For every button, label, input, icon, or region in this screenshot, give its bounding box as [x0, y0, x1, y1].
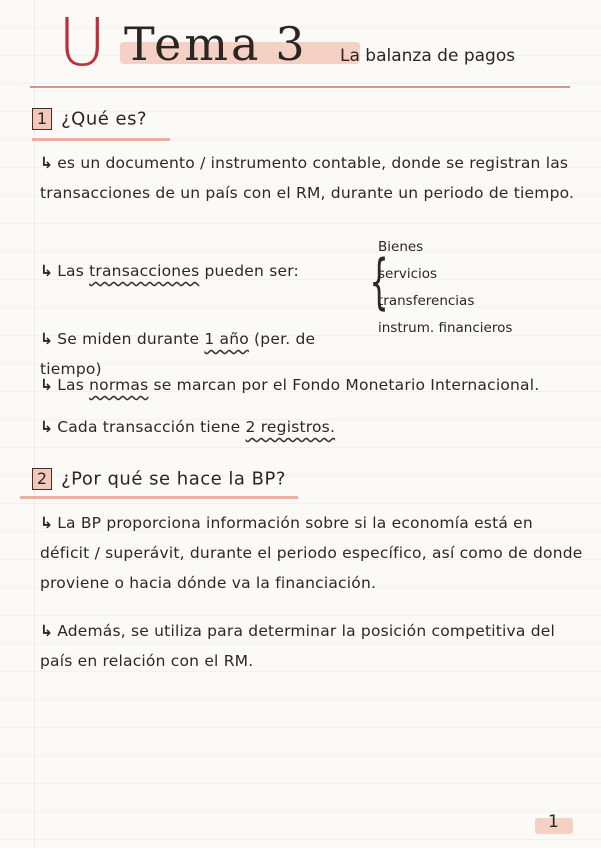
title-word: Tema — [124, 17, 262, 71]
arrow-icon: ↳ — [40, 154, 54, 172]
section-1-rule — [32, 138, 170, 141]
title-number: 3 — [275, 17, 308, 71]
list-item: Bienes — [378, 239, 424, 255]
section-2-heading — [32, 468, 592, 496]
list-item: transferencias — [378, 293, 475, 309]
s1-paragraph-1: ↳ es un documento / instrumento contable, donde se registran las transacciones de un país con el RM, durante un periodo de tiempo. — [40, 154, 575, 202]
section-1-number: 1 — [32, 108, 52, 130]
section-1-title: ¿Qué es? — [61, 108, 148, 130]
arrow-icon: ↳ — [40, 622, 54, 640]
page-header — [50, 4, 570, 81]
section-2-number: 2 — [32, 468, 52, 490]
s1-paragraph-4: ↳ Las normas se marcan por el Fondo Monetario Internacional. — [40, 376, 540, 394]
section-1-heading — [32, 108, 592, 136]
arrow-icon: ↳ — [40, 330, 54, 348]
keyword-2-registros: 2 registros. — [245, 418, 336, 436]
transaction-types-list — [378, 234, 512, 342]
page-number: 1 — [548, 812, 559, 832]
keyword-normas: normas — [89, 376, 149, 394]
s2-paragraph-1: ↳ La BP proporciona información sobre si la economía está en déficit / superávit, durante el periodo específico, así como de donde proviene o hacia dónde va la financiación. — [40, 514, 583, 592]
list-item: servicios — [378, 266, 438, 282]
arrow-icon: ↳ — [40, 376, 54, 394]
page-title — [124, 16, 308, 72]
arrow-icon: ↳ — [40, 262, 54, 280]
list-item: instrum. financieros — [378, 320, 513, 336]
unit-mark: U — [58, 4, 107, 81]
section-2-title: ¿Por qué se hace la BP? — [61, 468, 286, 490]
keyword-1-ano: 1 año — [204, 330, 249, 348]
brace-icon: { — [369, 247, 389, 317]
arrow-icon: ↳ — [40, 418, 54, 436]
page-subtitle: La balanza de pagos — [340, 46, 516, 66]
keyword-transacciones: transacciones — [89, 262, 200, 280]
arrow-icon: ↳ — [40, 514, 54, 532]
s1-paragraph-5: ↳ Cada transacción tiene 2 registros. — [40, 418, 336, 436]
section-2-rule — [20, 496, 298, 499]
s1-paragraph-3: ↳ Se miden durante 1 año (per. de tiempo) — [40, 330, 316, 378]
header-rule — [30, 86, 570, 88]
s1-paragraph-2: ↳ Las transacciones pueden ser: — [40, 262, 299, 280]
s2-paragraph-2: ↳ Además, se utiliza para determinar la posición competitiva del país en relación con el RM. — [40, 622, 556, 670]
